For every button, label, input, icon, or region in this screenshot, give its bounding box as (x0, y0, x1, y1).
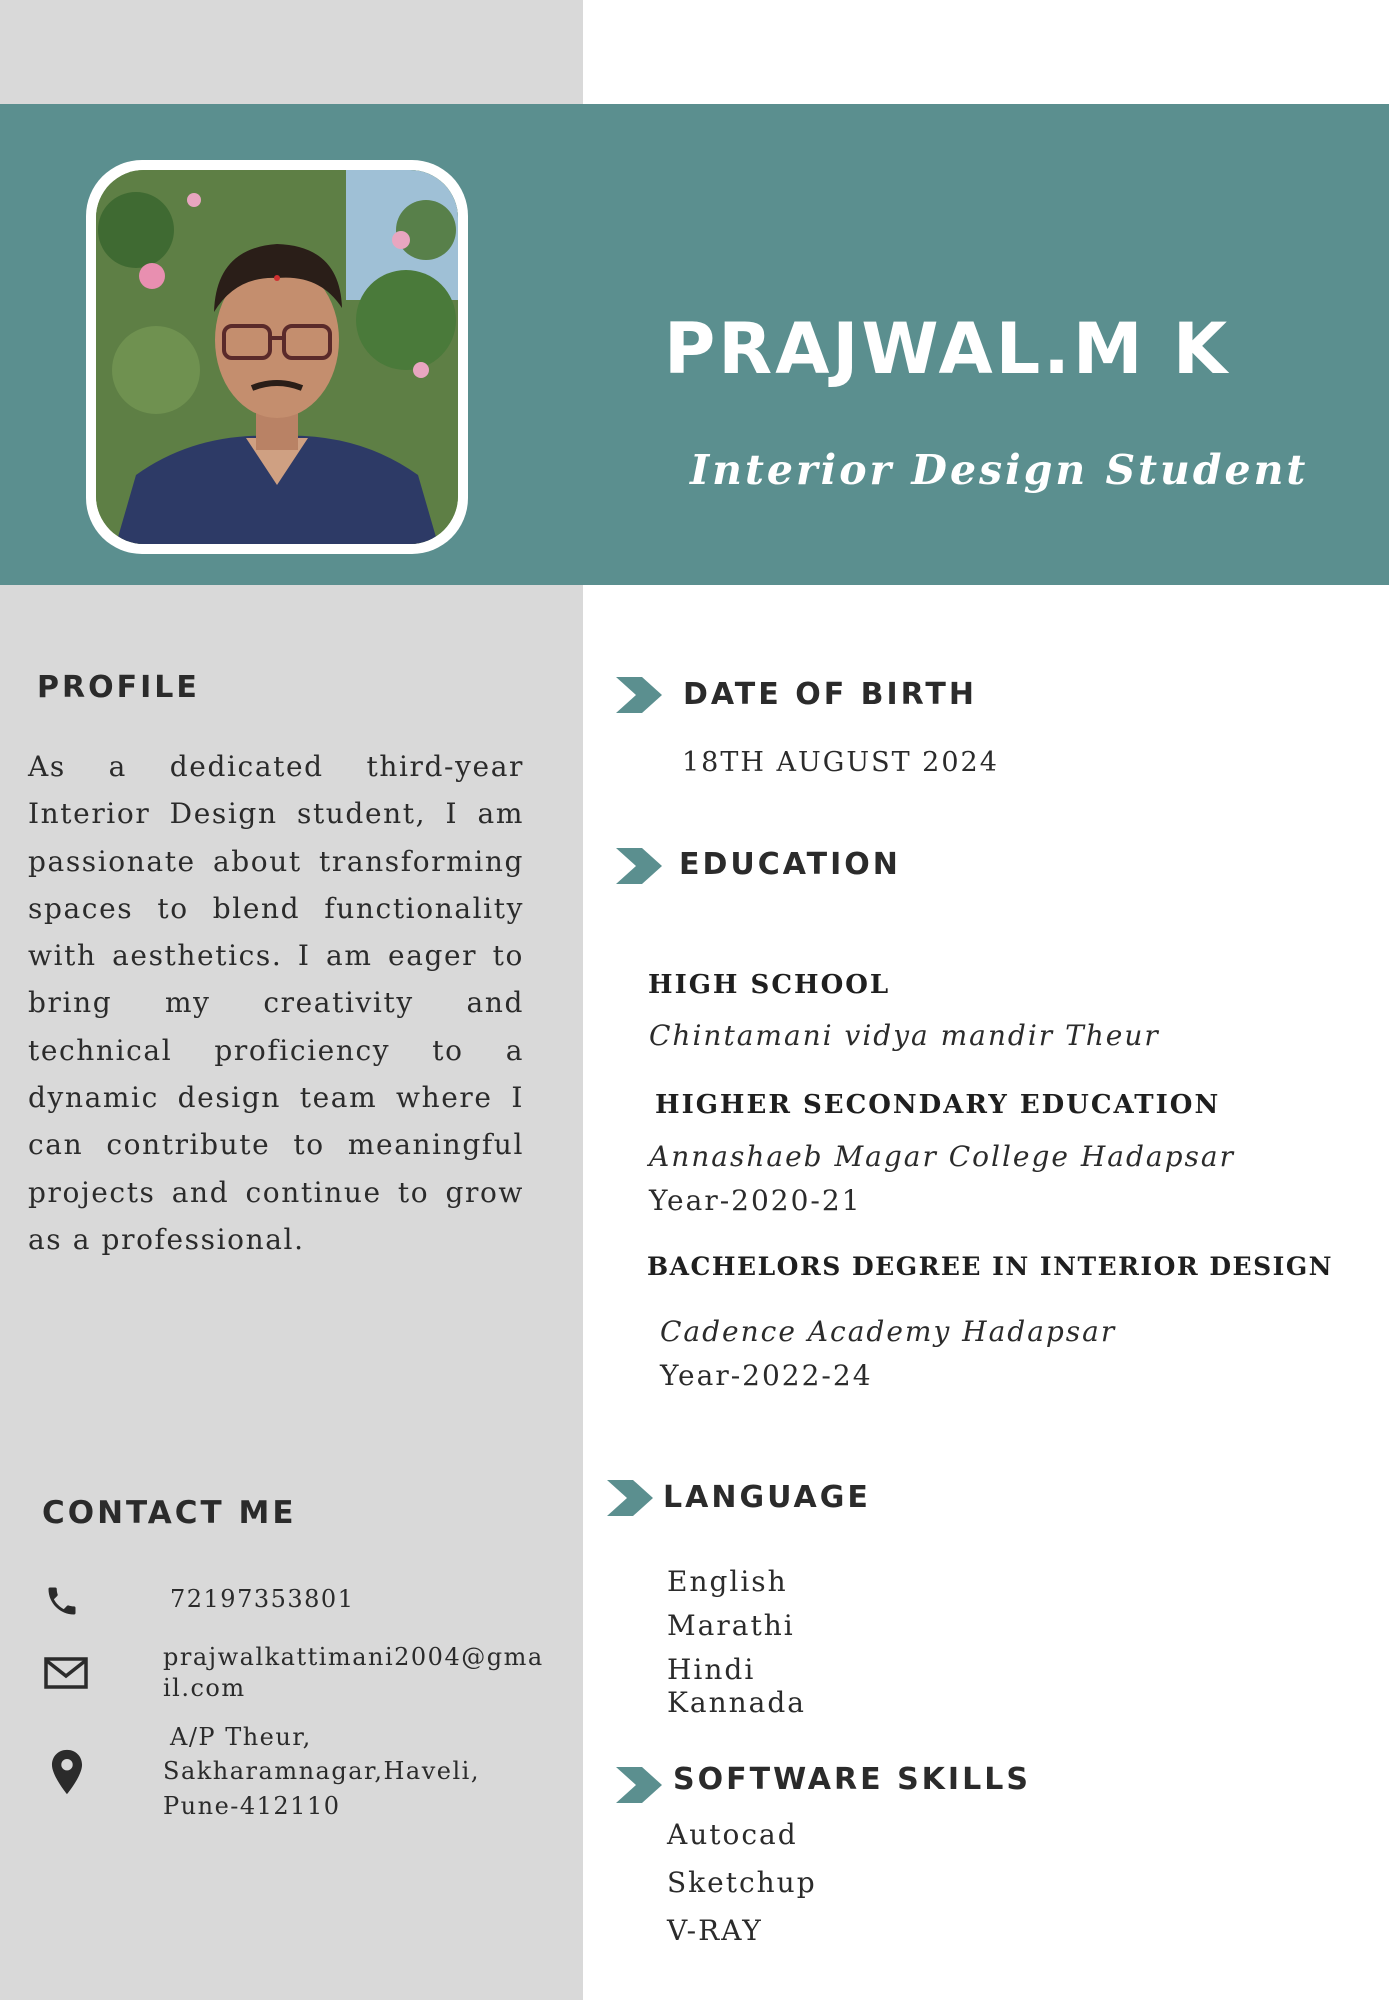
education-heading: HIGH SCHOOL (648, 970, 891, 1000)
education-title: EDUCATION (679, 847, 901, 882)
contact-address-line3: Pune-412110 (163, 1792, 341, 1820)
language-item: Kannada (667, 1686, 806, 1719)
education-institution: Cadence Academy Hadapsar (660, 1315, 1117, 1348)
location-pin-icon (48, 1748, 86, 1796)
contact-email-line1[interactable]: prajwalkattimani2004@gma (163, 1643, 544, 1671)
contact-phone[interactable]: 72197353801 (170, 1585, 355, 1613)
contact-address-line1: A/P Theur, (170, 1723, 312, 1751)
contact-email-line2[interactable]: il.com (163, 1674, 246, 1702)
education-institution: Chintamani vidya mandir Theur (649, 1019, 1160, 1052)
dob-title: DATE OF BIRTH (683, 677, 977, 712)
software-item: V-RAY (667, 1914, 763, 1947)
chevron-arrow-icon (616, 848, 662, 884)
chevron-arrow-icon (616, 1767, 662, 1803)
language-item: Marathi (667, 1609, 795, 1642)
software-item: Autocad (667, 1818, 798, 1851)
profile-text: As a dedicated third-year Interior Design student, I am passionate about transforming spaces to blend functionality with aesthetics. I am eager to bring my creativity and technical proficiency to a dynamic design team where I can contribute to meaningful projects and continue to grow as a professional. (28, 750, 524, 1256)
chevron-arrow-icon (616, 677, 662, 713)
profile-title: PROFILE (37, 670, 200, 705)
profile-photo-frame (86, 160, 468, 554)
education-heading: BACHELORS DEGREE IN INTERIOR DESIGN (647, 1252, 1334, 1281)
education-year: Year-2020-21 (649, 1184, 862, 1217)
education-institution: Annashaeb Magar College Hadapsar (649, 1140, 1235, 1173)
profile-photo (96, 170, 458, 544)
dob-value: 18TH AUGUST 2024 (682, 747, 999, 778)
candidate-subtitle: Interior Design Student (690, 446, 1309, 494)
education-heading: HIGHER SECONDARY EDUCATION (655, 1090, 1221, 1120)
software-title: SOFTWARE SKILLS (673, 1762, 1031, 1797)
mail-icon (44, 1657, 88, 1689)
language-title: LANGUAGE (663, 1480, 871, 1515)
candidate-name: PRAJWAL.M K (664, 308, 1231, 390)
language-item: Hindi (667, 1653, 756, 1686)
education-year: Year-2022-24 (660, 1359, 873, 1392)
chevron-arrow-icon (607, 1480, 653, 1516)
contact-title: CONTACT ME (42, 1495, 297, 1531)
software-item: Sketchup (667, 1866, 817, 1899)
contact-address-line2: Sakharamnagar,Haveli, (163, 1757, 480, 1785)
phone-icon (44, 1583, 80, 1619)
language-item: English (667, 1565, 788, 1598)
